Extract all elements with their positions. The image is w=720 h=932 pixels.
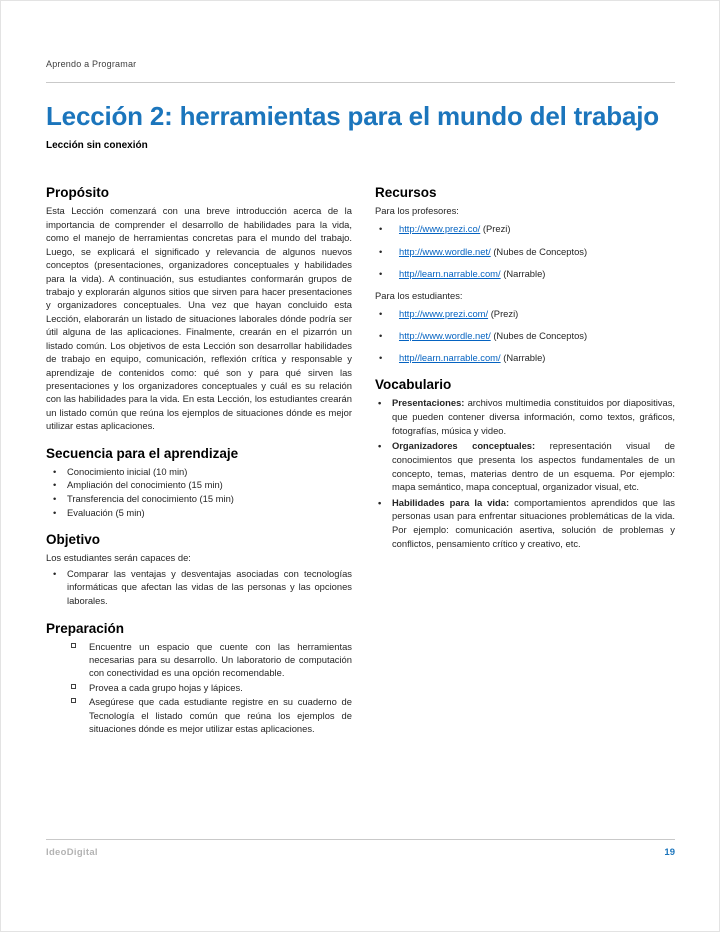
section-heading-vocabulario: Vocabulario: [374, 377, 452, 393]
list-item: • Comparar las ventajas y desventajas asociadas con tecnologías informáticas que afectan las vidas de las personas y las opciones laborales.: [46, 567, 352, 608]
vocab-definition: representación visual de conocimientos que presenta los aspectos fundamentales de un concepto, temas, materias dentro de un esquema. Por ejemplo: mapa semántico, mapa conceptual, organizador visual, etc.: [391, 440, 676, 493]
resource-link[interactable]: http://www.prezi.com/: [398, 308, 489, 319]
footer-divider: [46, 839, 675, 840]
link-item: [375, 245, 675, 258]
checklist-item: [46, 695, 352, 735]
checklist-item: [46, 681, 352, 694]
link-item: [375, 267, 675, 280]
recursos-students-label: Para los estudiantes:: [374, 289, 463, 301]
resource-link-note: (Nubes de Conceptos): [493, 330, 588, 342]
page-title: Lección 2: herramientas para el mundo del trabajo: [46, 101, 659, 131]
vocab-item: [375, 396, 675, 437]
section-heading-preparacion: Preparación: [46, 620, 125, 636]
page-footer: [46, 839, 675, 858]
vocab-term: Organizadores conceptuales:: [391, 440, 536, 452]
objetivo-list: [46, 567, 352, 608]
content-columns: [46, 185, 675, 736]
checkbox-icon[interactable]: [71, 698, 76, 703]
resource-link-note: (Nubes de Conceptos): [493, 245, 588, 257]
recursos-teachers-label: Para los profesores:: [374, 205, 459, 217]
checklist-item: [46, 640, 352, 680]
vocab-item: [375, 439, 675, 494]
link-item: [375, 307, 675, 320]
page-header: [46, 59, 675, 151]
checkbox-icon[interactable]: [71, 643, 76, 648]
header-divider: [46, 82, 675, 83]
left-column: [46, 185, 352, 736]
section-heading-objetivo: Objetivo: [46, 532, 101, 548]
checkbox-icon[interactable]: [71, 684, 76, 689]
secuencia-list: [46, 465, 352, 520]
student-links-list: [375, 307, 675, 364]
vocab-definition: comportamientos aprendidos que las personas usan para enfrentar situaciones problemáticas de la vida. Por ejemplo: comunicación asertiva, solución de problemas y conflictos, pensamiento crítico y creativo, etc.: [391, 496, 675, 549]
checklist-item-text: Encuentre un espacio que cuente con las herramientas necesarias para su desarrollo. Un laboratorio de computación con conectividad es una opción recomendable.: [89, 640, 352, 679]
list-item: • Ampliación del conocimiento (15 min): [46, 478, 352, 492]
preparacion-checklist: [46, 640, 352, 736]
resource-link[interactable]: http://www.prezi.co/: [398, 223, 481, 235]
objetivo-intro: Los estudiantes serán capaces de:: [46, 552, 191, 564]
vocab-term: Presentaciones:: [391, 397, 465, 409]
teacher-links-list: [375, 222, 675, 279]
resource-link-note: (Prezi): [482, 223, 511, 235]
page-subtitle: Lección sin conexión: [46, 140, 148, 152]
resource-link-note: (Narrable): [503, 267, 546, 279]
vocab-term: Habilidades para la vida:: [391, 496, 510, 508]
right-column: [375, 185, 675, 736]
section-heading-secuencia: Secuencia para el aprendizaje: [46, 445, 239, 461]
header-brand: Aprendo a Programar: [46, 59, 137, 69]
link-item: [375, 329, 675, 342]
vocab-definition: archivos multimedia constituidos por diapositivas, que pueden contener diversa información, como textos, gráficos, fotografías, música y video.: [391, 397, 675, 436]
resource-link[interactable]: http://www.wordle.net/: [398, 330, 491, 342]
section-heading-recursos: Recursos: [374, 185, 437, 201]
list-item: • Conocimiento inicial (10 min): [46, 465, 352, 479]
vocab-item: [375, 496, 675, 551]
list-item: • Transferencia del conocimiento (15 min): [46, 492, 352, 506]
vocabulario-list: [375, 396, 675, 550]
link-item: [375, 222, 675, 235]
resource-link[interactable]: http//learn.narrable.com/: [398, 352, 501, 364]
link-item: [375, 351, 675, 364]
checklist-item-text: Provea a cada grupo hojas y lápices.: [89, 681, 243, 693]
resource-link[interactable]: http://www.wordle.net/: [398, 245, 491, 257]
list-item: • Evaluación (5 min): [46, 506, 352, 520]
footer-brand: IdeoDigital: [46, 847, 98, 858]
resource-link-note: (Prezi): [490, 308, 519, 319]
page-number: 19: [664, 847, 675, 858]
section-heading-proposito: Propósito: [46, 185, 109, 201]
resource-link-note: (Narrable): [503, 352, 546, 364]
proposito-body: Esta Lección comenzará con una breve introducción acerca de la importancia de comprender el desarrollo de habilidades para la vida, como el manejo de herramientas concretas para el mundo del trabajo. Luego, se explicará el significado y relevancia de algunos nuevos conceptos (presentaciones, organizadores conceptuales y habilidades para la vida). A continuación, sus estudiantes conformarán grupos de trabajo y explorarán algunos sitios que sirven para hacer presentaciones y organizadores conceptuales. Una vez que hayan concluido esta Lección, elaborarán un listado de situaciones laborales dónde podría ser útil alguna de las aplicaciones. Finalmente, crearán en el pizarrón un listado común. Los objetivos de esta Lección son desarrollar habilidades de trabajo en equipo, comunicación, reflexión crítica y responsable y aprendizaje de contenidos como: qué son y para qué sirven las presentaciones y los organizadores conceptuales y cuál es su relación con las habilidades para la vida. En esta Lección, los estudiantes crearán un listado común que reúna los ejemplos de situaciones dónde es mejor utilizar estas aplicaciones.: [46, 205, 352, 432]
resource-link[interactable]: http//learn.narrable.com/: [398, 267, 501, 279]
checklist-item-text: Asegúrese que cada estudiante registre en su cuaderno de Tecnología el listado común que reúna los ejemplos de situaciones dónde es mejor utilizar estas aplicaciones.: [89, 696, 352, 735]
